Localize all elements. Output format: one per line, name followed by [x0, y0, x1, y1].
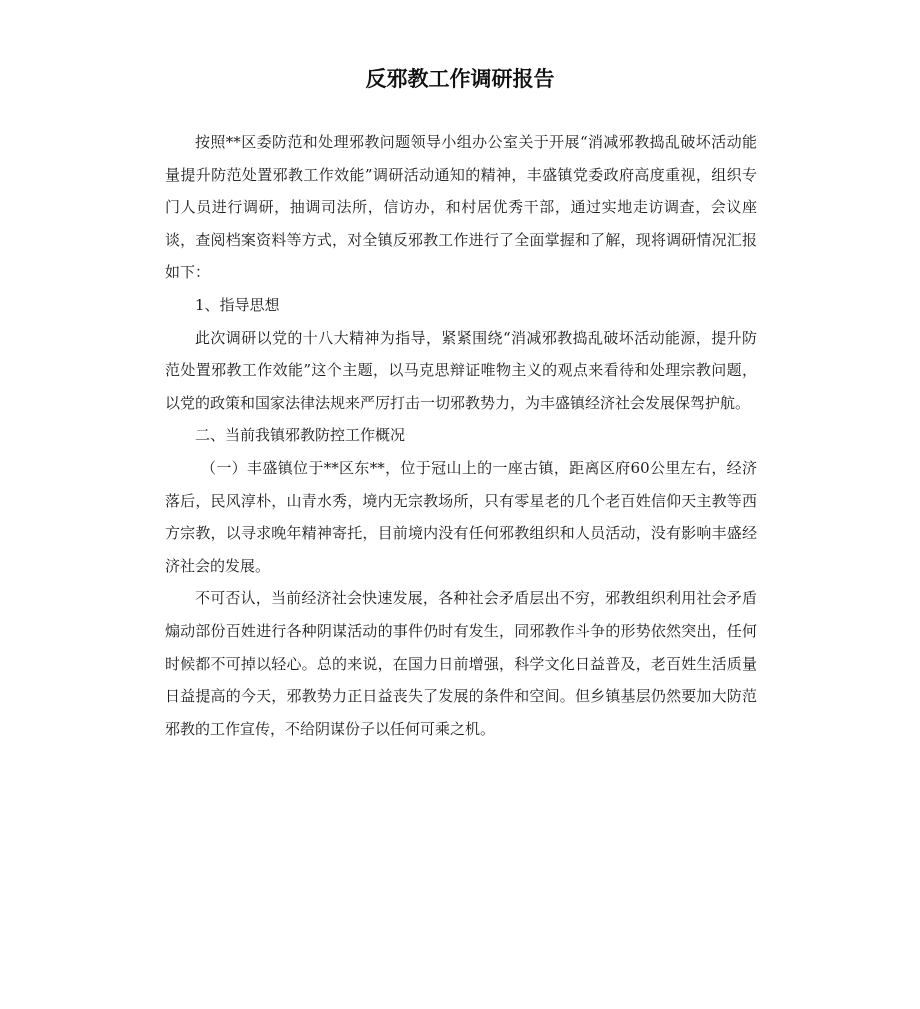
section-heading-current-overview: 二、当前我镇邪教防控工作概况 — [195, 426, 406, 445]
document-body — [165, 126, 757, 745]
document-title: 反邪教工作调研报告 — [365, 67, 555, 91]
intro-paragraph: 按照**区委防范和处理邪教问题领导小组办公室关于开展“消减邪教捣乱破坏活动能量提升防范处置邪教工作效能”调研活动通知的精神，丰盛镇党委政府高度重视，组织专门人员进行调研，抽调司法所，信访办，和村居优秀干部，通过实地走访调查，会议座谈，查阅档案资料等方式，对全镇反邪教工作进行了全面掌握和了解，现将调研情况汇报如下： — [165, 133, 757, 282]
section-heading-guiding-ideology: 1、指导思想 — [195, 295, 280, 314]
overview-paragraph-1: （一）丰盛镇位于**区东**，位于冠山上的一座古镇，距离区府60公里左右，经济落后，民风淳朴，山青水秀，境内无宗教场所，只有零星老的几个老百姓信仰天主教等西方宗教，以寻求晚年精神寄托，目前境内没有任何邪教组织和人员活动，没有影响丰盛经济社会的发展。 — [165, 458, 757, 575]
overview-paragraph-2: 不可否认，当前经济社会快速发展，各种社会矛盾层出不穷，邪教组织利用社会矛盾煽动部份百姓进行各种阴谋活动的事件仍时有发生，同邪教作斗争的形势依然突出，任何时候都不可掉以轻心。总的来说，在国力日前增强，科学文化日益普及，老百姓生活质量日益提高的今天，邪教势力正日益丧失了发展的条件和空间。但乡镇基层仍然要加大防范邪教的工作宣传，不给阴谋份子以任何可乘之机。 — [165, 589, 757, 738]
guiding-ideology-paragraph: 此次调研以党的十八大精神为指导，紧紧围绕“消减邪教捣乱破坏活动能源，提升防范处置邪教工作效能”这个主题，以马克思辩证唯物主义的观点来看待和处理宗教问题，以党的政策和国家法律法规来严厉打击一切邪教势力，为丰盛镇经济社会发展保驾护航。 — [165, 328, 757, 412]
